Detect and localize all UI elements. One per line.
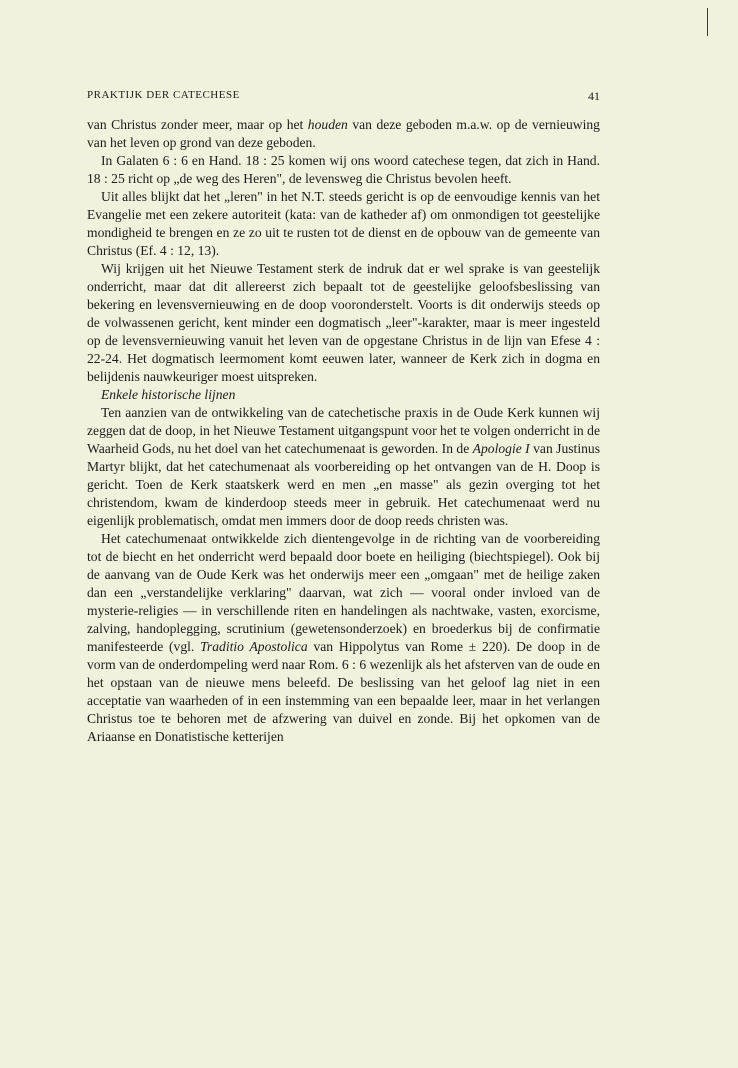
paragraph bbox=[87, 188, 600, 260]
paragraph bbox=[87, 530, 600, 746]
text-run: van Hippolytus van Rome ± 220). De doop in de vorm van de onderdompeling werd naar Rom. 6 : 6 wezenlijk als het afsterven van de oude en het opstaan van de nieuwe mens beleefd. De beslissing van het geloof lag niet in een acceptatie van waarheden of in een instemming van een bepaalde leer, maar in het verlangen Christus toe te behoren met de afzwering van duivel en zonde. Bij het opkomen van de Ariaanse en Donatistische ketterijen bbox=[87, 639, 600, 744]
text-run: Wij krijgen uit het Nieuwe Testament sterk de indruk dat er wel sprake is van geestelijk onderricht, maar dat dit allereerst zich bepaalt tot de geestelijke geloofsbeslissing van bekering en levensvernieuwing en de doop vooronderstelt. Voorts is dit onderwijs steeds op de volwassenen gericht, kent minder een dogmatisch „leer"-karakter, maar is meer ingesteld op de levensvernieuwing vanuit het leven van de opgestane Christus in de lijn van Efese 4 : 22-24. Het dogmatisch leermoment komt eeuwen later, wanneer de Kerk zich in dogma en belijdenis nauwkeuriger moest uitspreken. bbox=[87, 261, 600, 384]
italic-text: Apologie I bbox=[472, 441, 530, 456]
page-number: 41 bbox=[588, 89, 600, 103]
text-run: van Justinus Martyr blijkt, dat het catechumenaat als voorbereiding op het ontvangen van de H. Doop is gericht. Toen de Kerk staatskerk werd en men „en masse" als gezin overging tot het christendom, kwam de kinderdoop steeds meer in gebruik. Het catechumenaat werd nu eigenlijk problematisch, omdat men immers door de doop reeds christen was. bbox=[87, 441, 600, 528]
text-run: van Christus zonder meer, maar op het bbox=[87, 117, 308, 132]
paragraph bbox=[87, 404, 600, 530]
text-run: Ten aanzien van de ontwikkeling van de catechetische praxis in de Oude Kerk kunnen wij zeggen dat de doop, in het Nieuwe Testament uitgangspunt voor het te volgen onderricht in de Waarheid Gods, nu het doel van het catechumenaat is geworden. In de bbox=[87, 405, 600, 456]
paragraphs-after-heading bbox=[87, 404, 600, 746]
running-header bbox=[87, 89, 600, 105]
section-heading: Enkele historische lijnen bbox=[101, 387, 236, 402]
italic-text: Traditio Apostolica bbox=[200, 639, 308, 654]
body-text bbox=[87, 116, 600, 746]
text-run: Uit alles blijkt dat het „leren" in het N.T. steeds gericht is op de eenvoudige kennis van het Evangelie met een zekere autoriteit (kata: van de katheder af) om onmondigen tot geestelijke mondigheid te brengen en ze zo uit te rusten tot de dienst en de opbouw van de gemeente van Christus (Ef. 4 : 12, 13). bbox=[87, 189, 600, 258]
paragraph bbox=[87, 260, 600, 386]
text-run: van deze geboden m.a.w. op de vernieuwing van het leven op grond van deze geboden. bbox=[87, 117, 600, 150]
text-run: In Galaten 6 : 6 en Hand. 18 : 25 komen wij ons woord catechese tegen, dat zich in Hand. 18 : 25 richt op „de weg des Heren", de levensweg die Christus bevolen heeft. bbox=[87, 153, 600, 186]
paragraph bbox=[87, 116, 600, 152]
paragraph bbox=[87, 152, 600, 188]
italic-text: houden bbox=[307, 117, 348, 132]
running-head-title: PRAKTIJK DER CATECHESE bbox=[87, 89, 240, 101]
page-edge-mark bbox=[707, 8, 708, 36]
paragraphs-before-heading bbox=[87, 116, 600, 386]
text-run: Het catechumenaat ontwikkelde zich dientengevolge in de richting van de voorbereiding tot de biecht en het onderricht werd bepaald door boete en heiliging (biechtspiegel). Ook bij de aanvang van de Oude Kerk was het onderwijs meer een „omgaan" met de heilige zaken dan een „verstandelijke verklaring" daarvan, wat zich — vooral onder invloed van de mysterie-religies — in verschillende riten en handelingen als nachtwake, vasten, exorcisme, zalving, handoplegging, scrutinium (gewetensonderzoek) en broederkus bij de confirmatie manifesteerde (vgl. bbox=[87, 531, 600, 654]
